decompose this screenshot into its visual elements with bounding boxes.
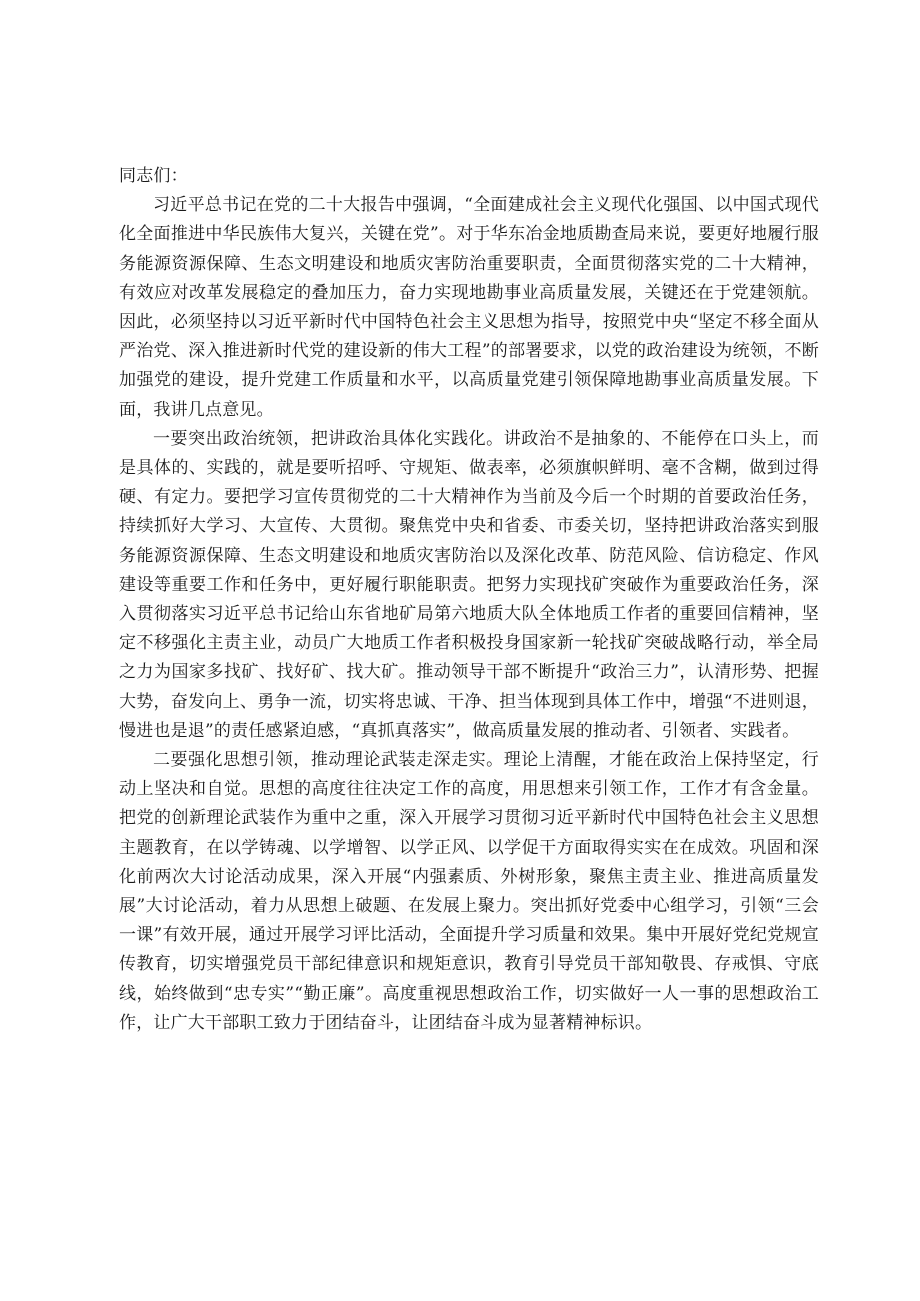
paragraph-intro: 习近平总书记在党的二十大报告中强调，“全面建成社会主义现代化强国、以中国式现代化全面推进中华民族伟大复兴，关键在党”。对于华东冶金地质勘查局来说，要更好地履行服务能源资源保障、生态文明建设和地质灾害防治重要职责，全面贯彻落实党的二十大精神，有效应对改革发展稳定的叠加压力，奋力实现地勘事业高质量发展，关键还在于党建领航。因此，必须坚持以习近平新时代中国特色社会主义思想为指导，按照党中央“坚定不移全面从严治党、深入推进新时代党的建设新的伟大工程”的部署要求，以党的政治建设为统领，不断加强党的建设，提升党建工作质量和水平，以高质量党建引领保障地勘事业高质量发展。下面，我讲几点意见。 bbox=[119, 195, 819, 420]
paragraph-ideological-guidance: 二要强化思想引领，推动理论武装走深走实。理论上清醒，才能在政治上保持坚定，行动上坚决和自觉。思想的高度往往决定工作的高度，用思想来引领工作，工作才有含金量。把党的创新理论武装作为重中之重，深入开展学习贯彻习近平新时代中国特色社会主义思想主题教育，在以学铸魂、以学增智、以学正风、以学促干方面取得实实在在成效。巩固和深化前两次大讨论活动成果，深入开展“内强素质、外树形象，聚焦主责主业、推进高质量发展”大讨论活动，着力从思想上破题、在发展上聚力。突出抓好党委中心组学习，引领“三会一课”有效开展，通过开展学习评比活动，全面提升学习质量和效果。集中开展好党纪党规宣传教育，切实增强党员干部纪律意识和规矩意识，教育引导党员干部知敬畏、存戒惧、守底线，始终做到“忠专实”“勤正廉”。高度重视思想政治工作，切实做好一人一事的思想政治工作，让广大干部职工致力于团结奋斗，让团结奋斗成为显著精神标识。 bbox=[119, 750, 819, 1033]
paragraph-political-leadership: 一要突出政治统领，把讲政治具体化实践化。讲政治不是抽象的、不能停在口头上，而是具体的、实践的，就是要听招呼、守规矩、做表率，必须旗帜鲜明、毫不含糊，做到过得硬、有定力。要把学习宣传贯彻党的二十大精神作为当前及今后一个时期的首要政治任务，持续抓好大学习、大宣传、大贯彻。聚焦党中央和省委、市委关切，坚持把讲政治落实到服务能源资源保障、生态文明建设和地质灾害防治以及深化改革、防范风险、信访稳定、作风建设等重要工作和任务中，更好履行职能职责。把努力实现找矿突破作为重要政治任务，深入贯彻落实习近平总书记给山东省地矿局第六地质大队全体地质工作者的重要回信精神，坚定不移强化主责主业，动员广大地质工作者积极投身国家新一轮找矿突破战略行动，举全局之力为国家多找矿、找好矿、找大矿。推动领导干部不断提升“政治三力”，认清形势、把握大势，奋发向上、勇争一流，切实将忠诚、干净、担当体现到具体工作中，增强“不进则退，慢进也是退”的责任感紧迫感，“真抓真落实”，做高质量发展的推动者、引领者、实践者。 bbox=[119, 428, 819, 741]
document-body bbox=[119, 162, 819, 1038]
salutation: 同志们： bbox=[119, 166, 188, 186]
